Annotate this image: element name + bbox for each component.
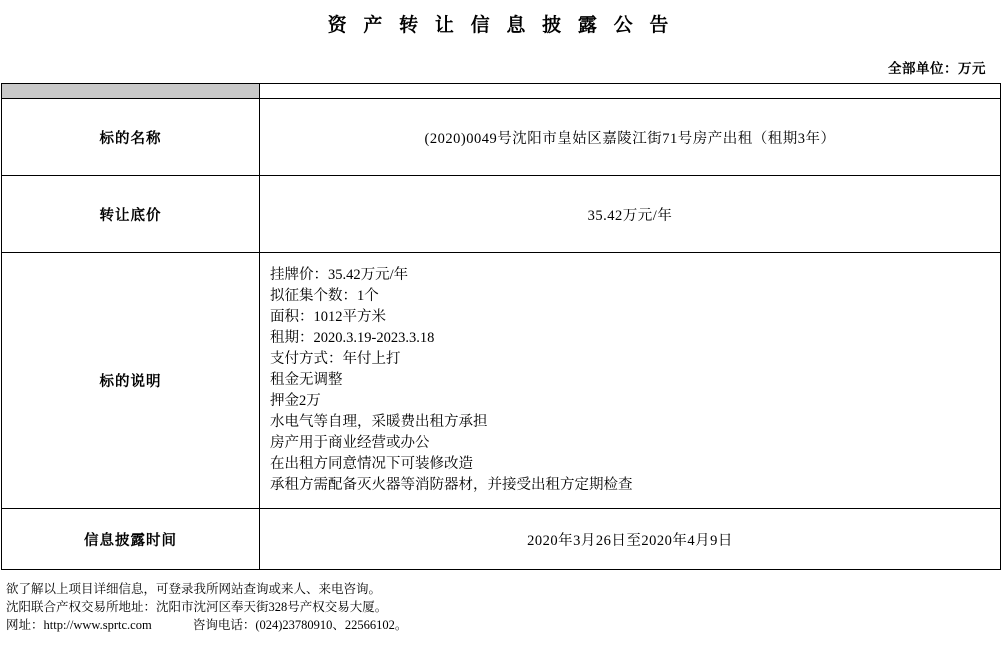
- footer-phone: 咨询电话：(024)23780910、22566102。: [192, 618, 408, 632]
- page-title: 资 产 转 让 信 息 披 露 公 告: [327, 15, 675, 36]
- table-row: [2, 253, 1001, 509]
- description-line: 在出租方同意情况下可装修改造: [270, 456, 473, 472]
- footer-line-3: [6, 616, 1002, 634]
- description-line: 面积：1012平方米: [270, 309, 386, 325]
- row-label-price: 转让底价: [2, 176, 260, 253]
- table-row-spacer: [2, 84, 1001, 99]
- table-row: [2, 509, 1001, 570]
- row-value-description: [260, 253, 1001, 509]
- footer-line-1: 欲了解以上项目详细信息，可登录我所网站查询或来人、来电咨询。: [6, 582, 382, 596]
- row-value-price: 35.42万元/年: [260, 176, 1001, 253]
- footer: [0, 580, 1002, 634]
- unit-note: 全部单位：万元: [888, 61, 986, 76]
- description-line: 支付方式：年付上打: [270, 351, 401, 367]
- spacer-cell-white: [260, 84, 1001, 99]
- description-line: 拟征集个数：1个: [270, 288, 379, 304]
- table-row: [2, 99, 1001, 176]
- description-line: 房产用于商业经营或办公: [270, 435, 430, 451]
- row-label-name: 标的名称: [2, 99, 260, 176]
- disclosure-table: [1, 83, 1001, 570]
- row-label-disclosure-time: 信息披露时间: [2, 509, 260, 570]
- description-line: 承租方需配备灭火器等消防器材，并接受出租方定期检查: [270, 477, 633, 493]
- footer-website: 网址：http://www.sprtc.com: [6, 618, 152, 632]
- row-value-name: (2020)0049号沈阳市皇姑区嘉陵江街71号房产出租（租期3年）: [260, 99, 1001, 176]
- description-line: 租期：2020.3.19-2023.3.18: [270, 330, 435, 346]
- footer-line-2: 沈阳联合产权交易所地址：沈阳市沈河区奉天街328号产权交易大厦。: [6, 600, 388, 614]
- description-line: 押金2万: [270, 393, 321, 409]
- description-lines: [270, 265, 1000, 496]
- description-line: 水电气等自理，采暖费出租方承担: [270, 414, 488, 430]
- table-row: [2, 176, 1001, 253]
- row-value-disclosure-time: 2020年3月26日至2020年4月9日: [260, 509, 1001, 570]
- spacer-cell-gray: [2, 84, 260, 99]
- description-line: 租金无调整: [270, 372, 343, 388]
- description-line: 挂牌价：35.42万元/年: [270, 267, 409, 283]
- row-label-description: 标的说明: [2, 253, 260, 509]
